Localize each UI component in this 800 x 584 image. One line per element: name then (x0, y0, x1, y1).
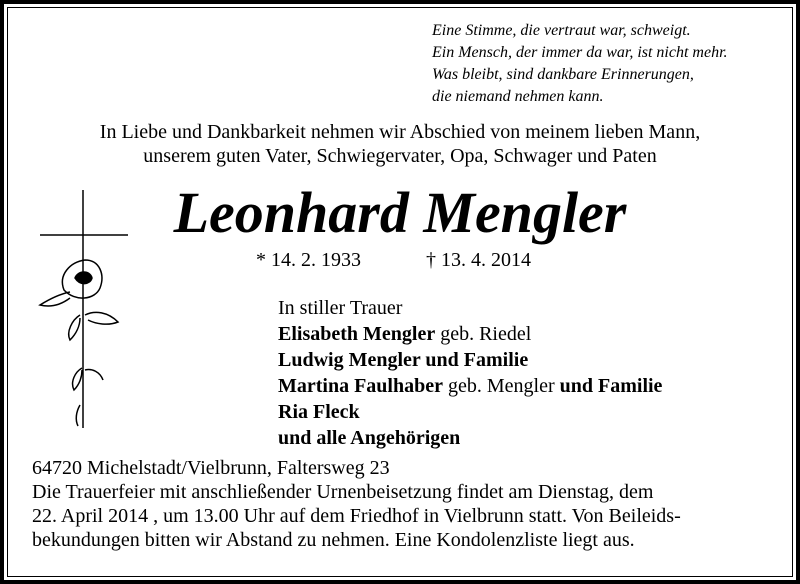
mourner-item (278, 399, 662, 425)
poem-line: Ein Mensch, der immer da war, ist nicht mehr. (432, 44, 728, 61)
mourner-item (278, 425, 662, 451)
intro-text (0, 120, 800, 168)
mourner-name: Elisabeth Mengler (278, 323, 436, 345)
cross-rose-icon (30, 190, 140, 435)
address: 64720 Michelstadt/Vielbrunn, Faltersweg 23 (32, 457, 390, 479)
info-line: bekundungen bitten wir Abstand zu nehmen. Eine Kondolenzliste liegt aus. (32, 529, 635, 551)
mourner-name: Ludwig Mengler und Familie (278, 349, 529, 371)
info-line: Die Trauerfeier mit anschließender Urnenbeisetzung findet am Dienstag, dem (32, 481, 654, 503)
mourners-list (278, 295, 662, 451)
mourner-note: geb. Mengler (443, 375, 560, 397)
death-date: † 13. 4. 2014 (426, 249, 531, 271)
mourner-item (278, 347, 662, 373)
birth-date: * 14. 2. 1933 (256, 249, 361, 271)
poem (432, 20, 728, 108)
mourner-name: Ria Fleck (278, 401, 360, 423)
mourner-name: Martina Faulhaber (278, 375, 443, 397)
mourner-item (278, 373, 662, 399)
mourner-suffix: und Familie (559, 375, 663, 397)
mourner-note: geb. Riedel (435, 323, 532, 345)
poem-line: Eine Stimme, die vertraut war, schweigt. (432, 22, 691, 39)
intro-line: unserem guten Vater, Schwiegervater, Opa, Schwager und Paten (143, 145, 657, 167)
mourner-name: und alle Angehörigen (278, 427, 461, 449)
deceased-name: Leonhard Mengler (173, 180, 627, 245)
mourners-heading: In stiller Trauer (278, 297, 403, 319)
info-line: 22. April 2014 , um 13.00 Uhr auf dem Friedhof in Vielbrunn statt. Von Beileids- (32, 505, 681, 527)
intro-line: In Liebe und Dankbarkeit nehmen wir Abschied von meinem lieben Mann, (99, 121, 701, 143)
poem-line: die niemand nehmen kann. (432, 88, 604, 105)
poem-line: Was bleibt, sind dankbare Erinnerungen, (432, 66, 694, 83)
mourner-item (278, 321, 662, 347)
funeral-info (32, 456, 681, 552)
